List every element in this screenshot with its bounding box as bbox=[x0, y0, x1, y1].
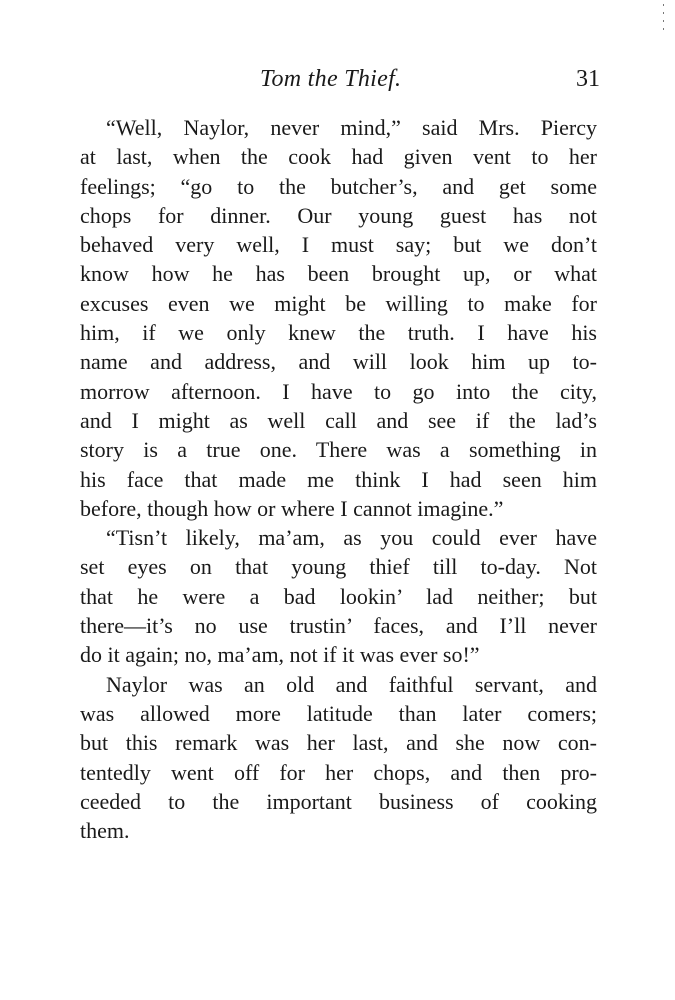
text-line: behaved very well, I must say; but we don’t bbox=[80, 232, 597, 258]
page-number: 31 bbox=[576, 66, 600, 92]
margin-speck bbox=[661, 0, 667, 40]
text-line: chops for dinner. Our young guest has not bbox=[80, 202, 597, 228]
text-line: morrow afternoon. I have to go into the city, bbox=[80, 378, 597, 404]
text-line: story is a true one. There was a something in bbox=[80, 437, 597, 463]
text-line: him, if we only knew the truth. I have his bbox=[80, 320, 597, 346]
text-line: but this remark was her last, and she now con- bbox=[80, 730, 597, 756]
text-line: there—it’s no use trustin’ faces, and I’ll never bbox=[80, 613, 597, 639]
text-line: and I might as well call and see if the lad’s bbox=[80, 407, 597, 433]
text-line: do it again; no, ma’am, not if it was ever so!” bbox=[80, 642, 480, 668]
text-line: excuses even we might be willing to make for bbox=[80, 290, 597, 316]
text-line: feelings; “go to the butcher’s, and get some bbox=[80, 173, 597, 199]
text-line: was allowed more latitude than later comers; bbox=[80, 700, 597, 726]
text-line: know how he has been brought up, or what bbox=[80, 261, 597, 287]
text-line: that he were a bad lookin’ lad neither; but bbox=[80, 583, 597, 609]
text-line: his face that made me think I had seen him bbox=[80, 466, 597, 492]
body-text bbox=[80, 113, 597, 845]
text-line: ceeded to the important business of cooking bbox=[80, 788, 597, 814]
text-line: “Well, Naylor, never mind,” said Mrs. Piercy bbox=[106, 115, 597, 140]
text-line: at last, when the cook had given vent to her bbox=[80, 144, 597, 170]
text-line: name and address, and will look him up to- bbox=[80, 349, 597, 375]
text-line: them. bbox=[80, 818, 130, 844]
running-title: Tom the Thief. bbox=[260, 66, 402, 92]
text-line: set eyes on that young thief till to-day. Not bbox=[80, 554, 597, 580]
text-line: before, though how or where I cannot imagine.” bbox=[80, 495, 504, 521]
text-line: tentedly went off for her chops, and then pro- bbox=[80, 759, 597, 785]
text-line: Naylor was an old and faithful servant, and bbox=[106, 671, 597, 697]
text-line: “Tisn’t likely, ma’am, as you could ever have bbox=[106, 525, 597, 551]
page-header bbox=[80, 66, 600, 106]
